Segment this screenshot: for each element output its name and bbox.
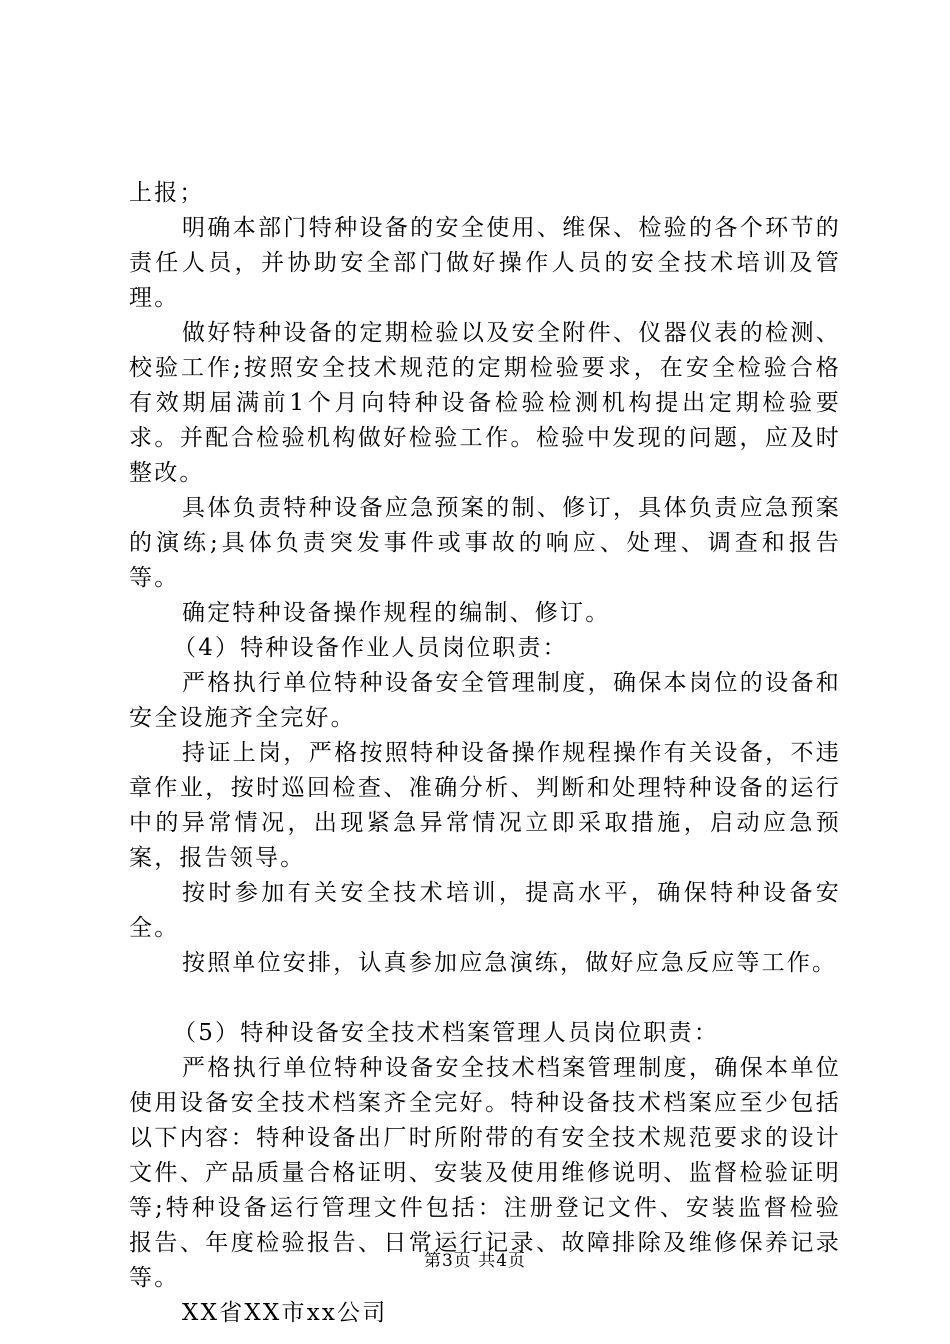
paragraph-report-continuation: 上报； — [129, 180, 205, 206]
paragraph-emergency-plan: 具体负责特种设备应急预案的制、修订，具体负责应急预案的演练;具体负责突发事件或事故的响应、处理、调查和报告等。 — [129, 495, 841, 591]
section-heading-archive-managers: （5）特种设备安全技术档案管理人员岗位职责： — [173, 1020, 720, 1046]
company-signature: XX省XX市xx公司 — [182, 1300, 388, 1326]
document-body — [129, 176, 841, 1331]
section-heading-operators: （4）特种设备作业人员岗位职责： — [173, 635, 568, 661]
page-number-footer: 第3页 共4页 — [423, 1251, 527, 1271]
paragraph-certified-operation: 持证上岗，严格按照特种设备操作规程操作有关设备，不违章作业，按时巡回检查、准确分析、判断和处理特种设备的运行中的异常情况，出现紧急异常情况立即采取措施，启动应急预案，报告领导。 — [129, 740, 841, 871]
paragraph-periodic-inspection: 做好特种设备的定期检验以及安全附件、仪器仪表的检测、校验工作;按照安全技术规范的定期检验要求，在安全检验合格有效期届满前1个月向特种设备检验检测机构提出定期检验要求。并配合检验机构做好检验工作。检验中发现的问题，应及时整改。 — [129, 320, 841, 486]
paragraph-responsible-personnel: 明确本部门特种设备的安全使用、维保、检验的各个环节的责任人员，并协助安全部门做好操作人员的安全技术培训及管理。 — [129, 215, 841, 311]
paragraph-training: 按时参加有关安全技术培训，提高水平，确保特种设备安全。 — [129, 880, 841, 941]
paragraph-technical-archives: 严格执行单位特种设备安全技术档案管理制度，确保本单位使用设备安全技术档案齐全完好。特种设备技术档案应至少包括以下内容：特种设备出厂时所附带的有安全技术规范要求的设计文件、产品质量合格证明、安装及使用维修说明、监督检验证明等;特种设备运行管理文件包括：注册登记文件、安装监督检验报告、年度检验报告、日常运行记录、故障排除及维修保养记录等。 — [129, 1055, 841, 1291]
paragraph-emergency-drill: 按照单位安排，认真参加应急演练，做好应急反应等工作。 — [182, 950, 838, 976]
paragraph-operating-procedures: 确定特种设备操作规程的编制、修订。 — [182, 600, 611, 626]
paragraph-strict-execution: 严格执行单位特种设备安全管理制度，确保本岗位的设备和安全设施齐全完好。 — [129, 670, 841, 731]
